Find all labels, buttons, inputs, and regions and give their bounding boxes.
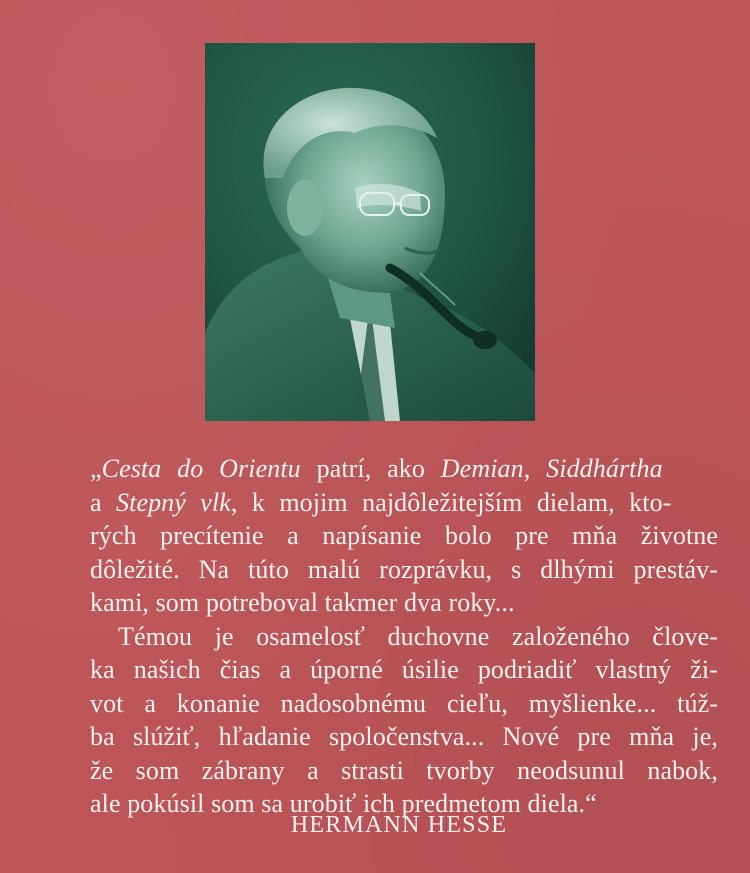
blurb-line-2: a Stepný vlk, k mojim najdôležitejším dielam, kto- xyxy=(90,487,672,517)
blurb-line-1: „Cesta do Orientu patrí, ako Demian, Siddhártha xyxy=(90,454,663,483)
author-signature: HERMANN HESSE xyxy=(290,812,508,838)
portrait-photo-icon xyxy=(205,43,535,421)
author-portrait-photo xyxy=(205,43,535,421)
blurb-line-11: ale pokúsil som sa urobiť ich predmetom diela.“ xyxy=(90,789,597,818)
blurb-line-9: ba slúžiť, hľadanie spoločenstva... Nové pre mňa je, xyxy=(90,722,718,751)
blurb-line-8: vot a konanie nadosobnému cieľu, myšlienke... túž- xyxy=(90,688,718,718)
blurb-line-10: že som zábrany a strasti tvorby neodsunul nabok, xyxy=(90,755,718,785)
blurb-line-3: rých precítenie a napísanie bolo pre mňa životne xyxy=(90,521,719,550)
blurb-line-6: Témou je osamelosť duchovne založeného člove- xyxy=(118,621,718,651)
book-blurb xyxy=(90,452,718,821)
blurb-line-5: kami, som potreboval takmer dva roky... xyxy=(90,588,515,617)
blurb-line-4: dôležité. Na túto malú rozprávku, s dlhými prestáv- xyxy=(90,554,719,584)
blurb-line-7: ka našich čias a úporné úsilie podriadiť vlastný ži- xyxy=(90,655,718,684)
